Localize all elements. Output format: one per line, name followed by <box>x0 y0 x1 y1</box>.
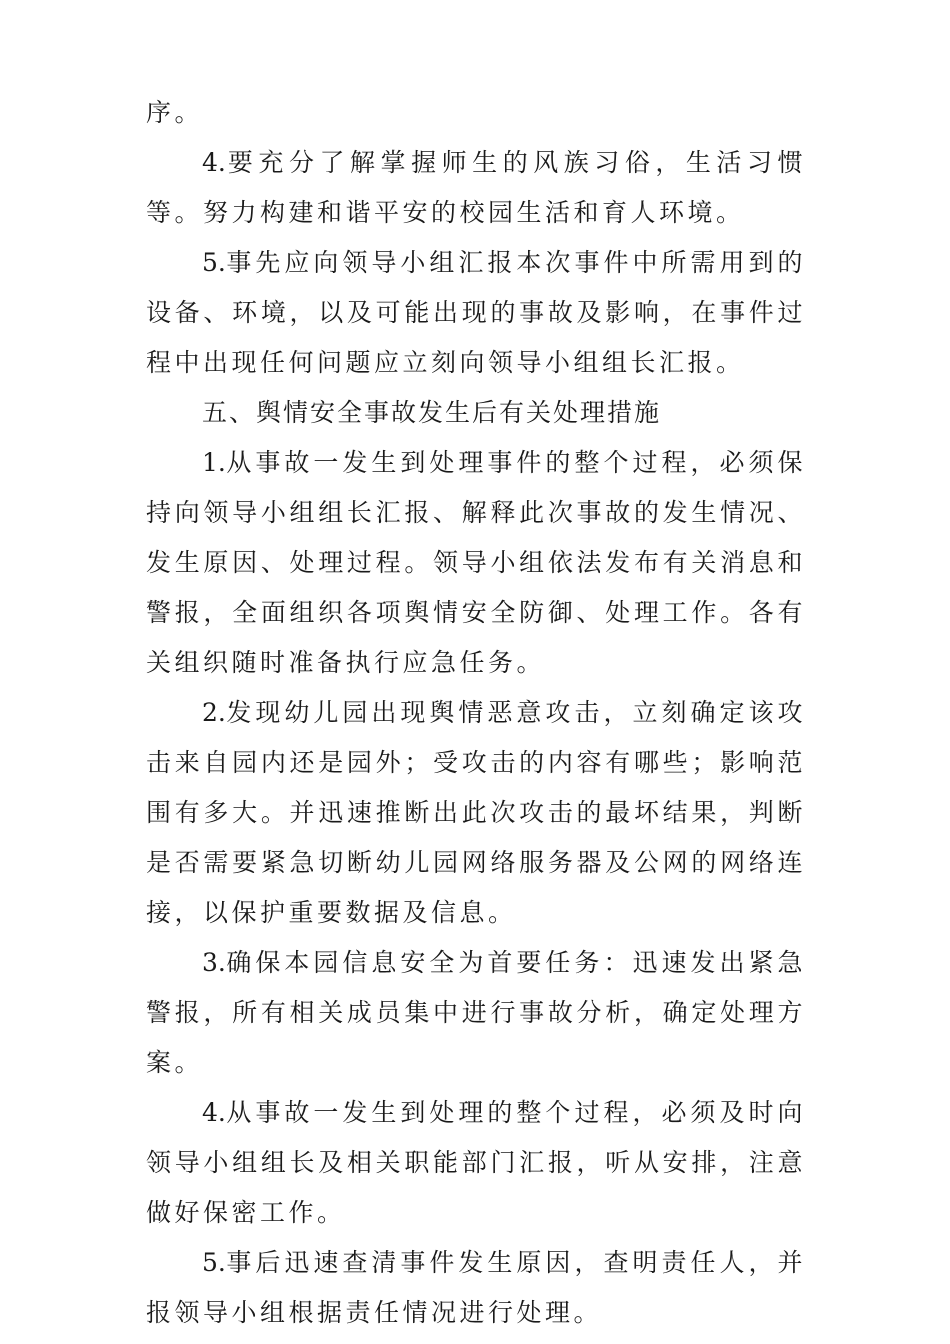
item-number: 4. <box>202 148 226 177</box>
paragraph-item-3-security-priority <box>146 938 806 1088</box>
paragraph-text: 序。 <box>146 98 204 127</box>
item-number: 5. <box>202 248 226 277</box>
paragraph-item-5-report-equipment <box>146 238 806 388</box>
paragraph-item-5-investigation <box>146 1238 806 1338</box>
paragraph-text: 要充分了解掌握师生的风族习俗，生活习惯等。努力构建和谐平安的校园生活和育人环境。 <box>146 148 806 227</box>
item-number: 5. <box>202 1248 226 1277</box>
item-number: 4. <box>202 1098 226 1127</box>
section-heading-five: 五、舆情安全事故发生后有关处理措施 <box>202 398 662 427</box>
item-number: 1. <box>202 448 226 477</box>
paragraph-item-2-attack-response <box>146 688 806 938</box>
paragraph-item-4-customs <box>146 138 806 238</box>
paragraph-text: 发现幼儿园出现舆情恶意攻击，立刻确定该攻击来自园内还是园外；受攻击的内容有哪些；影响范围有多大。并迅速推断出此次攻击的最坏结果，判断是否需要紧急切断幼儿园网络服务器及公网的网络连接，以保护重要数据及信息。 <box>146 698 806 927</box>
paragraph-item-4-timely-report <box>146 1088 806 1238</box>
paragraph-text: 事后迅速查清事件发生原因，查明责任人，并报领导小组根据责任情况进行处理。 <box>146 1248 806 1327</box>
document-body <box>146 88 806 1338</box>
paragraph-text: 从事故一发生到处理的整个过程，必须及时向领导小组组长及相关职能部门汇报，听从安排，注意做好保密工作。 <box>146 1098 806 1227</box>
item-number: 3. <box>202 948 226 977</box>
paragraph-text: 从事故一发生到处理事件的整个过程，必须保持向领导小组组长汇报、解释此次事故的发生情况、发生原因、处理过程。领导小组依法发布有关消息和警报，全面组织各项舆情安全防御、处理工作。各有关组织随时准备执行应急任务。 <box>146 448 806 677</box>
item-number: 2. <box>202 698 226 727</box>
paragraph-continuation <box>146 88 806 138</box>
paragraph-item-1-report-process <box>146 438 806 688</box>
paragraph-text: 确保本园信息安全为首要任务：迅速发出紧急警报，所有相关成员集中进行事故分析，确定处理方案。 <box>146 948 806 1077</box>
paragraph-text: 事先应向领导小组汇报本次事件中所需用到的设备、环境，以及可能出现的事故及影响，在事件过程中出现任何问题应立刻向领导小组组长汇报。 <box>146 248 806 377</box>
